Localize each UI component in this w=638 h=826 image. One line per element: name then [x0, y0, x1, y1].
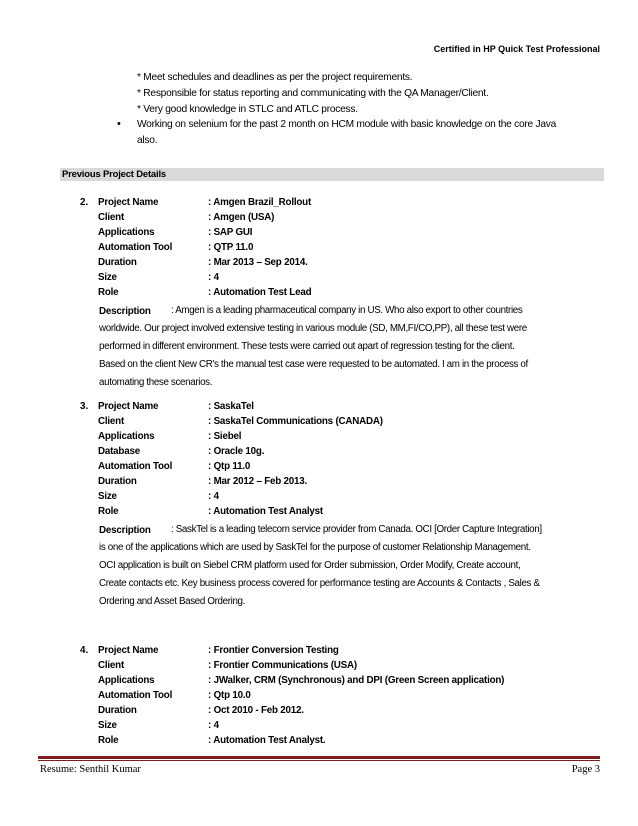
field-label: Applications [98, 431, 155, 442]
field-label: Project Name [98, 645, 159, 656]
description-line: performed in different environment. These tests were carried out apart of regression testing for the client. [99, 341, 515, 352]
project-number: 3. [80, 401, 89, 412]
description-line: : Amgen is a leading pharmaceutical company in US. Who also export to other countries [171, 305, 523, 316]
description-line: : SaskTel is a leading telecom service provider from Canada. OCI [Order Capture Integration] [171, 524, 542, 535]
field-label: Client [98, 660, 125, 671]
field-value: : Frontier Conversion Testing [208, 645, 339, 656]
field-label: Duration [98, 257, 137, 268]
field-value: : Oracle 10g. [208, 446, 265, 457]
field-label: Role [98, 735, 119, 746]
field-value: : Automation Test Analyst. [208, 735, 326, 746]
field-value: : Qtp 10.0 [208, 690, 251, 701]
certification-header: Certified in HP Quick Test Professional [433, 44, 600, 54]
bullet-text-line: Working on selenium for the past 2 month on HCM module with basic knowledge on the core Java [137, 119, 557, 130]
field-label: Client [98, 212, 125, 223]
project-number: 4. [80, 645, 89, 656]
description-line: Based on the client New CR's the manual test case were requested to be automated. I am in the process of [99, 359, 528, 370]
field-label: Duration [98, 476, 137, 487]
field-value: : SAP GUI [208, 227, 253, 238]
description-line: worldwide. Our project involved extensive testing in various module (SD, MM,FI/CO,PP), all these test were [99, 323, 527, 334]
page-number: Page 3 [571, 764, 600, 775]
section-header-bar [60, 168, 604, 181]
field-label: Role [98, 287, 119, 298]
bullet-icon: • [117, 118, 121, 130]
description-label: Description [99, 306, 151, 317]
footer-rule [38, 756, 600, 759]
field-label: Applications [98, 675, 155, 686]
field-label: Size [98, 272, 117, 283]
project-number: 2. [80, 197, 89, 208]
field-label: Applications [98, 227, 155, 238]
intro-line: * Responsible for status reporting and communicating with the QA Manager/Client. [137, 88, 489, 99]
field-value: : Automation Test Lead [208, 287, 312, 298]
field-label: Role [98, 506, 119, 517]
field-label: Project Name [98, 197, 159, 208]
field-value: : Amgen Brazil_Rollout [208, 197, 312, 208]
description-line: OCI application is built on Siebel CRM platform used for Order submission, Order Modify, Create account, [99, 560, 521, 571]
bullet-text-line: also. [137, 135, 158, 146]
description-line: Create contacts etc. Key business process covered for performance testing are Accounts & Contacts , Sales & [99, 578, 540, 589]
field-label: Project Name [98, 401, 159, 412]
field-value: : Mar 2013 – Sep 2014. [208, 257, 308, 268]
field-label: Database [98, 446, 140, 457]
field-value: : 4 [208, 491, 219, 502]
field-value: : SaskaTel Communications (CANADA) [208, 416, 383, 427]
field-value: : Oct 2010 - Feb 2012. [208, 705, 304, 716]
intro-line: * Very good knowledge in STLC and ATLC process. [137, 104, 358, 115]
description-line: automating these scenarios. [99, 377, 213, 388]
field-value: : QTP 11.0 [208, 242, 254, 253]
description-line: Ordering and Asset Based Ordering. [99, 596, 246, 607]
description-label: Description [99, 525, 151, 536]
field-value: : Qtp 11.0 [208, 461, 251, 472]
field-value: : JWalker, CRM (Synchronous) and DPI (Green Screen application) [208, 675, 505, 686]
field-label: Client [98, 416, 125, 427]
field-label: Automation Tool [98, 242, 173, 253]
field-value: : Amgen (USA) [208, 212, 275, 223]
description-line: is one of the applications which are used by SaskTel for the purpose of customer Relationship Management. [99, 542, 531, 553]
field-value: : Mar 2012 – Feb 2013. [208, 476, 308, 487]
field-value: : 4 [208, 720, 219, 731]
field-label: Automation Tool [98, 461, 173, 472]
field-label: Size [98, 491, 117, 502]
section-title: Previous Project Details [62, 169, 166, 180]
field-value: : Frontier Communications (USA) [208, 660, 357, 671]
field-label: Duration [98, 705, 137, 716]
field-label: Automation Tool [98, 690, 173, 701]
field-value: : Automation Test Analyst [208, 506, 323, 517]
field-label: Size [98, 720, 117, 731]
footer-rule-thin [38, 760, 600, 761]
field-value: : SaskaTel [208, 401, 254, 412]
intro-line: * Meet schedules and deadlines as per the project requirements. [137, 72, 413, 83]
footer-author: Resume: Senthil Kumar [40, 764, 141, 775]
field-value: : Siebel [208, 431, 242, 442]
field-value: : 4 [208, 272, 219, 283]
